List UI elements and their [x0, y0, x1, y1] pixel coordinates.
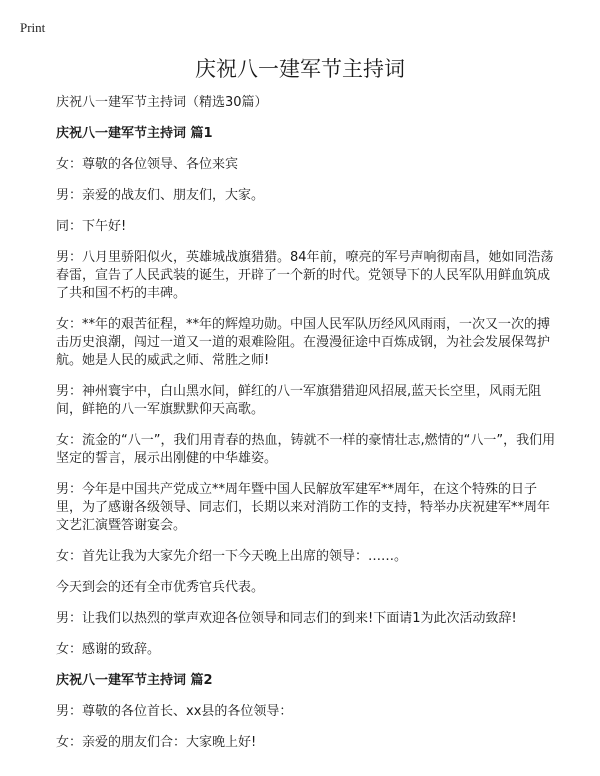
print-link[interactable]: Print: [20, 20, 46, 35]
paragraph: 女：**年的艰苦征程，**年的辉煌功勋。中国人民军队历经风风雨雨，一次又一次的搏击历史浪潮，闯过一道又一道的艰难险阻。在漫漫征途中百炼成钢，为社会发展保驾护航。她是人民的威武之师、常胜之师!: [56, 317, 551, 368]
paragraph: 女：流金的“八一”，我们用青春的热血，铸就不一样的豪情壮志,燃情的“八一”，我们用坚定的誓言，展示出刚健的中华雄姿。: [56, 433, 556, 466]
paragraph: 女：首先让我为大家先介绍一下今天晚上出席的领导：……。: [56, 549, 408, 564]
paragraph: 男：八月里骄阳似火，英雄城战旗猎猎。84年前，嘹亮的军号声响彻南昌，她如同浩荡春雷，宣告了人民武装的诞生，开辟了一个新的时代。党领导下的人民军队用鲜血筑成了共和国不朽的丰碑。: [56, 250, 554, 301]
section-heading: 庆祝八一建军节主持词 篇2: [56, 673, 213, 688]
document-title: 庆祝八一建军节主持词: [195, 57, 405, 81]
paragraph: 女：感谢的致辞。: [56, 642, 161, 657]
paragraph: 今天到会的还有全市优秀官兵代表。: [56, 580, 265, 595]
paragraph: 男：亲爱的战友们、朋友们，大家。: [56, 188, 265, 203]
document-body: [56, 94, 560, 765]
document-subtitle: 庆祝八一建军节主持词（精选30篇）: [56, 95, 268, 110]
paragraph: 男：今年是中国共产党成立**周年暨中国人民解放军建军**周年，在这个特殊的日子里，为了感谢各级领导、同志们，长期以来对消防工作的支持，特举办庆祝建军**周年文艺汇演暨答谢宴会。: [56, 482, 551, 533]
paragraph: 女：亲爱的朋友们合：大家晚上好!: [56, 735, 257, 750]
paragraph: 男：神州寰宇中，白山黑水间，鲜红的八一军旗猎猎迎风招展,蓝天长空里，风雨无阻间，鲜艳的八一军旗默默仰天高歌。: [56, 384, 542, 417]
paragraph: 男：让我们以热烈的掌声欢迎各位领导和同志们的到来!下面请1为此次活动致辞!: [56, 611, 517, 626]
section-heading: 庆祝八一建军节主持词 篇1: [56, 126, 213, 141]
paragraph: 同：下午好!: [56, 219, 127, 234]
paragraph: 女：尊敬的各位领导、各位来宾: [56, 157, 239, 172]
paragraph: 男：尊敬的各位首长、xx县的各位领导：: [56, 704, 293, 719]
